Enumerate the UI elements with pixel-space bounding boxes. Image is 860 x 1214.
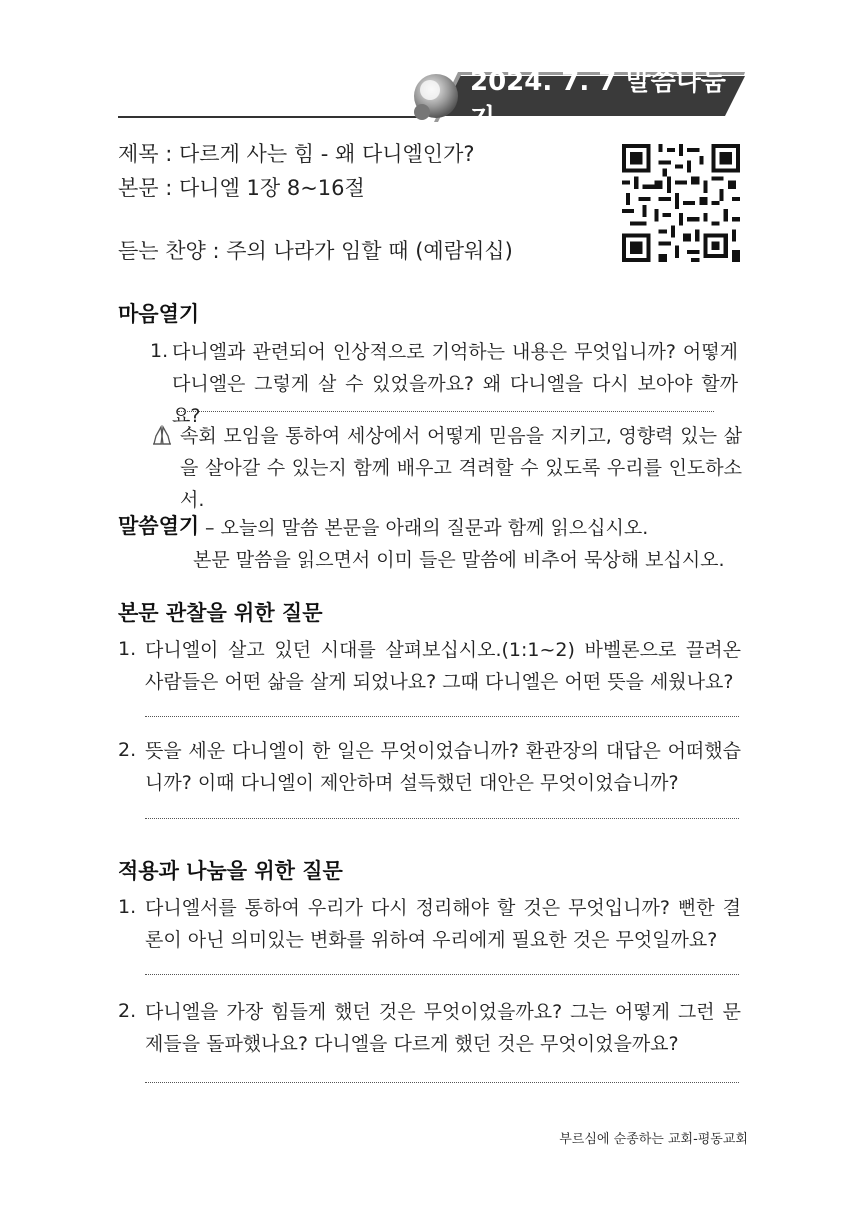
answer-line[interactable] [145, 974, 739, 975]
question-number: 2. [118, 739, 137, 761]
section-title-opening: 마음열기 [118, 302, 200, 326]
section-title-observation: 본문 관찰을 위한 질문 [118, 601, 323, 625]
qr-code-icon[interactable] [622, 144, 740, 262]
observation-question-1: 다니엘이 살고 있던 시대를 살펴보십시오.(1:1~2) 바벨론으로 끌려온 사람들은 어떤 삶을 살게 되었나요? 그때 다니엘은 어떤 뜻을 세웠나요? [145, 639, 741, 693]
observation-question-2: 뜻을 세운 다니엘이 한 일은 무엇이었습니까? 환관장의 대답은 어떠했습니까? 이때 다니엘이 제안하며 설득했던 대안은 무엇이었습니까? [145, 740, 741, 794]
question-number: 1. [150, 340, 169, 362]
section-title-word: 말씀열기 [118, 514, 200, 538]
page-title: 2024. 7. 7 말씀나눔지 [470, 67, 726, 134]
scripture-reference: 본문 : 다니엘 1장 8~16절 [118, 176, 365, 200]
answer-line[interactable] [145, 1082, 739, 1083]
footer-church-name: 부르심에 순종하는 교회-평동교회 [559, 1132, 748, 1147]
question-number: 1. [118, 638, 137, 660]
sermon-title: 제목 : 다르게 사는 힘 - 왜 다니엘인가? [118, 142, 475, 166]
answer-line[interactable] [145, 818, 739, 819]
answer-line[interactable] [145, 716, 739, 717]
header-rule [118, 116, 423, 118]
answer-line[interactable] [178, 411, 714, 412]
section-title-application: 적용과 나눔을 위한 질문 [118, 859, 343, 883]
opening-question: 다니엘과 관련되어 인상적으로 기억하는 내용은 무엇입니까? 어떻게 다니엘은 그렇게 살 수 있었을까요? 왜 다니엘을 다시 보아야 할까요? [172, 341, 738, 427]
word-intro-line2: 본문 말씀을 읽으면서 이미 들은 말씀에 비추어 묵상해 보십시오. [193, 549, 725, 571]
prayer-text: 속회 모임을 통하여 세상에서 어떻게 믿음을 지키고, 영향력 있는 삶을 살아갈 수 있는지 함께 배우고 격려할 수 있도록 우리를 인도하소서. [180, 425, 742, 511]
praying-hands-icon [150, 424, 174, 448]
application-question-2: 다니엘을 가장 힘들게 했던 것은 무엇이었을까요? 그는 어떻게 그런 문제들을 돌파했나요? 다니엘을 다르게 했던 것은 무엇이었을까요? [145, 1001, 741, 1055]
word-intro-line1: – 오늘의 말씀 본문을 아래의 질문과 함께 읽으십시오. [205, 517, 649, 539]
hymn-line: 듣는 찬양 : 주의 나라가 임할 때 (예람워십) [118, 239, 513, 263]
question-number: 2. [118, 1000, 137, 1022]
question-number: 1. [118, 896, 137, 918]
application-question-1: 다니엘서를 통하여 우리가 다시 정리해야 할 것은 무엇입니까? 뻔한 결론이 아닌 의미있는 변화를 위하여 우리에게 필요한 것은 무엇일까요? [145, 897, 741, 951]
